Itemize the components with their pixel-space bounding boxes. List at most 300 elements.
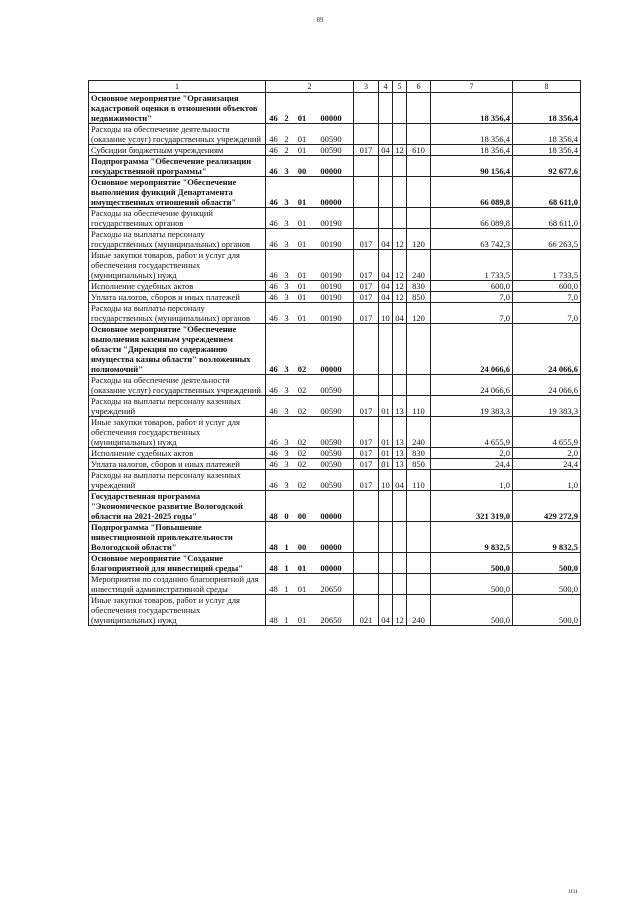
row-code [266, 491, 354, 522]
row-value-8: 92 677,6 [513, 156, 581, 177]
code-segment: 01 [297, 270, 307, 280]
page-number: 89 [316, 16, 324, 24]
code-segment: 00590 [320, 385, 342, 395]
row-col3 [354, 574, 379, 595]
code-segment: 46 [269, 134, 278, 144]
code-segment: 02 [297, 480, 307, 490]
row-value-8: 7,0 [513, 303, 581, 324]
header-cell: 8 [513, 81, 581, 93]
row-col3 [354, 553, 379, 574]
row-value-7: 90 156,4 [431, 156, 513, 177]
row-value-7: 18 356,4 [431, 145, 513, 156]
row-col3 [354, 522, 379, 553]
code-segment: 01 [297, 615, 307, 625]
row-col4: 04 [379, 292, 393, 303]
row-col4: 01 [379, 459, 393, 470]
row-col5 [393, 156, 407, 177]
row-col4: 04 [379, 250, 393, 281]
row-col4 [379, 522, 393, 553]
row-value-8: 1 733,5 [513, 250, 581, 281]
row-name: Основное мероприятие "Обеспечение выполнения функций Департамента имущественных отношений области" [89, 177, 266, 208]
row-col4: 10 [379, 470, 393, 491]
row-col3: 017 [354, 250, 379, 281]
row-col6 [407, 574, 431, 595]
table-row [89, 324, 581, 375]
row-col6 [407, 375, 431, 396]
row-col3: 017 [354, 459, 379, 470]
table-row [89, 574, 581, 595]
row-col6: 240 [407, 595, 431, 626]
table-row [89, 292, 581, 303]
row-col4: 01 [379, 396, 393, 417]
table-row [89, 250, 581, 281]
row-value-7: 1 733,5 [431, 250, 513, 281]
row-value-7: 7,0 [431, 303, 513, 324]
row-code [266, 553, 354, 574]
row-value-7: 9 832,5 [431, 522, 513, 553]
row-code [266, 459, 354, 470]
code-segment: 3 [284, 239, 289, 249]
row-value-7: 7,0 [431, 292, 513, 303]
code-segment: 46 [269, 145, 278, 155]
row-col6: 850 [407, 292, 431, 303]
code-segment: 00000 [320, 364, 342, 374]
row-col3 [354, 375, 379, 396]
row-col6 [407, 156, 431, 177]
header-cell: 2 [266, 81, 354, 93]
row-col5 [393, 208, 407, 229]
code-segment: 1 [284, 584, 289, 594]
code-segment: 02 [297, 437, 307, 447]
code-segment: 00590 [320, 437, 342, 447]
footer-mark: ıııı [568, 887, 578, 895]
code-segment: 46 [269, 406, 278, 416]
row-col6 [407, 93, 431, 124]
row-col3 [354, 124, 379, 145]
row-code [266, 417, 354, 448]
table-row [89, 375, 581, 396]
table-row [89, 229, 581, 250]
code-segment: 00190 [320, 270, 342, 280]
row-code [266, 448, 354, 459]
row-value-8: 24 066,6 [513, 324, 581, 375]
code-segment: 46 [269, 239, 278, 249]
row-name: Расходы на выплаты персоналу государственных (муниципальных) органов [89, 303, 266, 324]
code-segment: 3 [284, 313, 289, 323]
row-value-8: 500,0 [513, 595, 581, 626]
row-col3: 017 [354, 229, 379, 250]
row-name: Расходы на обеспечение функций государственных органов [89, 208, 266, 229]
code-segment: 46 [269, 197, 278, 207]
code-segment: 00590 [320, 145, 342, 155]
row-name: Уплата налогов, сборов и иных платежей [89, 459, 266, 470]
row-col6: 830 [407, 281, 431, 292]
row-name: Исполнение судебных актов [89, 448, 266, 459]
row-value-7: 321 319,0 [431, 491, 513, 522]
code-segment: 3 [284, 406, 289, 416]
row-value-7: 18 356,4 [431, 124, 513, 145]
code-segment: 46 [269, 313, 278, 323]
row-value-8: 9 832,5 [513, 522, 581, 553]
row-value-7: 66 089,8 [431, 208, 513, 229]
row-name: Расходы на выплаты персоналу государственных (муниципальных) органов [89, 229, 266, 250]
code-segment: 00000 [320, 197, 342, 207]
code-segment: 00000 [320, 113, 342, 123]
row-value-8: 7,0 [513, 292, 581, 303]
row-col6 [407, 124, 431, 145]
table-row [89, 303, 581, 324]
row-code [266, 396, 354, 417]
row-col5 [393, 375, 407, 396]
row-value-7: 500,0 [431, 595, 513, 626]
row-name: Расходы на выплаты персоналу казенных учреждений [89, 396, 266, 417]
code-segment: 00000 [320, 542, 342, 552]
row-col5: 04 [393, 470, 407, 491]
table-row [89, 177, 581, 208]
header-cell: 3 [354, 81, 379, 93]
row-col3: 017 [354, 145, 379, 156]
row-col4 [379, 93, 393, 124]
row-value-8: 19 383,3 [513, 396, 581, 417]
row-col4 [379, 375, 393, 396]
row-col4 [379, 208, 393, 229]
row-code [266, 177, 354, 208]
code-segment: 00000 [320, 511, 342, 521]
code-segment: 3 [284, 270, 289, 280]
row-code [266, 470, 354, 491]
row-value-7: 18 356,4 [431, 93, 513, 124]
row-col6 [407, 208, 431, 229]
code-segment: 02 [297, 448, 307, 458]
code-segment: 01 [297, 145, 307, 155]
row-value-7: 19 383,3 [431, 396, 513, 417]
row-name: Подпрограмма "Обеспечение реализации государственной программы" [89, 156, 266, 177]
code-segment: 46 [269, 480, 278, 490]
row-col5: 13 [393, 417, 407, 448]
row-col4: 04 [379, 229, 393, 250]
row-name: Субсидии бюджетным учреждениям [89, 145, 266, 156]
row-code [266, 303, 354, 324]
code-segment: 46 [269, 437, 278, 447]
code-segment: 01 [297, 134, 307, 144]
row-col5: 13 [393, 396, 407, 417]
code-segment: 3 [284, 166, 289, 176]
row-col6: 610 [407, 145, 431, 156]
row-col3: 017 [354, 303, 379, 324]
row-col5 [393, 177, 407, 208]
row-code [266, 124, 354, 145]
row-col4 [379, 324, 393, 375]
row-col6 [407, 522, 431, 553]
row-code [266, 93, 354, 124]
row-col6: 240 [407, 417, 431, 448]
row-value-7: 1,0 [431, 470, 513, 491]
code-segment: 2 [284, 145, 289, 155]
row-value-7: 2,0 [431, 448, 513, 459]
row-col6 [407, 491, 431, 522]
code-segment: 00590 [320, 448, 342, 458]
row-col6: 110 [407, 396, 431, 417]
code-segment: 1 [284, 615, 289, 625]
code-segment: 00190 [320, 281, 342, 291]
table-row [89, 281, 581, 292]
row-col5 [393, 574, 407, 595]
header-cell: 5 [393, 81, 407, 93]
table-row [89, 595, 581, 626]
code-segment: 00000 [320, 563, 342, 573]
row-col5: 04 [393, 303, 407, 324]
row-col4 [379, 124, 393, 145]
row-col5 [393, 553, 407, 574]
budget-table [88, 80, 581, 626]
row-col6 [407, 553, 431, 574]
table-row [89, 93, 581, 124]
row-name: Расходы на обеспечение деятельности (оказание услуг) государственных учреждений [89, 375, 266, 396]
row-name: Расходы на обеспечение деятельности (оказание услуг) государственных учреждений [89, 124, 266, 145]
header-cell: 4 [379, 81, 393, 93]
row-col4: 01 [379, 448, 393, 459]
row-col3 [354, 491, 379, 522]
code-segment: 3 [284, 448, 289, 458]
code-segment: 00000 [320, 166, 342, 176]
row-name: Подпрограмма "Повышение инвестиционной привлекательности Вологодской области" [89, 522, 266, 553]
row-name: Уплата налогов, сборов и иных платежей [89, 292, 266, 303]
code-segment: 3 [284, 281, 289, 291]
code-segment: 00 [297, 542, 307, 552]
code-segment: 3 [284, 218, 289, 228]
row-col3: 021 [354, 595, 379, 626]
row-value-8: 4 655,9 [513, 417, 581, 448]
row-col3 [354, 208, 379, 229]
code-segment: 48 [269, 563, 278, 573]
code-segment: 02 [297, 459, 307, 469]
table-row [89, 124, 581, 145]
row-code [266, 208, 354, 229]
row-col5 [393, 124, 407, 145]
row-code [266, 281, 354, 292]
row-col3: 017 [354, 281, 379, 292]
row-col3 [354, 156, 379, 177]
code-segment: 46 [269, 364, 278, 374]
row-col4 [379, 177, 393, 208]
table-body [89, 81, 581, 626]
code-segment: 01 [297, 292, 307, 302]
row-col6: 110 [407, 470, 431, 491]
row-col5 [393, 522, 407, 553]
code-segment: 46 [269, 459, 278, 469]
code-segment: 1 [284, 563, 289, 573]
row-col3: 017 [354, 396, 379, 417]
code-segment: 2 [284, 113, 289, 123]
table-row [89, 491, 581, 522]
code-segment: 00590 [320, 480, 342, 490]
row-code [266, 324, 354, 375]
row-col4 [379, 156, 393, 177]
table-header-row [89, 81, 581, 93]
code-segment: 48 [269, 584, 278, 594]
row-col3: 017 [354, 448, 379, 459]
code-segment: 3 [284, 437, 289, 447]
row-col4: 04 [379, 595, 393, 626]
row-name: Иные закупки товаров, работ и услуг для обеспечения государственных (муниципальных) нужд [89, 417, 266, 448]
code-segment: 46 [269, 448, 278, 458]
row-col5: 13 [393, 459, 407, 470]
row-code [266, 145, 354, 156]
row-code [266, 292, 354, 303]
row-col4: 04 [379, 281, 393, 292]
header-cell: 7 [431, 81, 513, 93]
row-code [266, 375, 354, 396]
table-row [89, 459, 581, 470]
row-col4: 04 [379, 145, 393, 156]
row-code [266, 522, 354, 553]
row-name: Основное мероприятие "Обеспечение выполнения казенным учреждением области "Дирекция по содержанию имущества казны области" возложенных полномочий" [89, 324, 266, 375]
row-col3 [354, 93, 379, 124]
row-col6: 830 [407, 448, 431, 459]
row-value-8: 24 066,6 [513, 375, 581, 396]
code-segment: 01 [297, 113, 307, 123]
code-segment: 02 [297, 385, 307, 395]
table-row [89, 553, 581, 574]
row-name: Иные закупки товаров, работ и услуг для обеспечения государственных (муниципальных) нужд [89, 250, 266, 281]
code-segment: 20650 [320, 615, 342, 625]
code-segment: 01 [297, 281, 307, 291]
row-col5: 12 [393, 229, 407, 250]
code-segment: 00 [297, 511, 307, 521]
row-code [266, 595, 354, 626]
row-value-8: 68 611,0 [513, 177, 581, 208]
code-segment: 02 [297, 364, 307, 374]
row-col5: 13 [393, 448, 407, 459]
row-value-8: 429 272,9 [513, 491, 581, 522]
row-col4 [379, 491, 393, 522]
row-value-7: 500,0 [431, 574, 513, 595]
row-col4: 01 [379, 417, 393, 448]
code-segment: 00590 [320, 134, 342, 144]
code-segment: 00590 [320, 459, 342, 469]
row-value-8: 18 356,4 [513, 145, 581, 156]
code-segment: 46 [269, 385, 278, 395]
row-name: Государственная программа "Экономическое развитие Вологодской области на 2021-2025 годы" [89, 491, 266, 522]
budget-table-container [88, 80, 580, 626]
row-name: Основное мероприятие "Создание благоприятной для инвестиций среды" [89, 553, 266, 574]
row-value-7: 4 655,9 [431, 417, 513, 448]
row-value-7: 24 066,6 [431, 324, 513, 375]
code-segment: 01 [297, 218, 307, 228]
code-segment: 1 [284, 542, 289, 552]
row-value-8: 18 356,4 [513, 93, 581, 124]
code-segment: 3 [284, 197, 289, 207]
code-segment: 2 [284, 134, 289, 144]
code-segment: 48 [269, 511, 278, 521]
row-col5: 12 [393, 292, 407, 303]
row-value-7: 24,4 [431, 459, 513, 470]
row-col3 [354, 324, 379, 375]
row-col6: 850 [407, 459, 431, 470]
row-col6: 240 [407, 250, 431, 281]
row-col5: 12 [393, 281, 407, 292]
row-col5 [393, 324, 407, 375]
table-row [89, 145, 581, 156]
row-col5 [393, 93, 407, 124]
code-segment: 3 [284, 292, 289, 302]
row-value-8: 500,0 [513, 553, 581, 574]
code-segment: 3 [284, 385, 289, 395]
row-col3: 017 [354, 292, 379, 303]
code-segment: 00590 [320, 406, 342, 416]
row-col4: 10 [379, 303, 393, 324]
row-name: Расходы на выплаты персоналу казенных учреждений [89, 470, 266, 491]
row-value-7: 500,0 [431, 553, 513, 574]
code-segment: 46 [269, 218, 278, 228]
row-value-7: 24 066,6 [431, 375, 513, 396]
row-value-8: 500,0 [513, 574, 581, 595]
row-name: Иные закупки товаров, работ и услуг для обеспечения государственных (муниципальных) нужд [89, 595, 266, 626]
header-cell: 6 [407, 81, 431, 93]
code-segment: 46 [269, 270, 278, 280]
code-segment: 46 [269, 292, 278, 302]
code-segment: 01 [297, 563, 307, 573]
table-row [89, 208, 581, 229]
row-col5: 12 [393, 250, 407, 281]
row-col5 [393, 491, 407, 522]
row-col6: 120 [407, 229, 431, 250]
code-segment: 02 [297, 406, 307, 416]
row-col4 [379, 574, 393, 595]
row-col3 [354, 177, 379, 208]
code-segment: 00 [297, 166, 307, 176]
row-name: Основное мероприятие "Организация кадастровой оценки в отношении объектов недвижимости" [89, 93, 266, 124]
row-value-7: 66 089,8 [431, 177, 513, 208]
code-segment: 3 [284, 364, 289, 374]
table-row [89, 156, 581, 177]
row-col6 [407, 324, 431, 375]
row-col3: 017 [354, 470, 379, 491]
row-value-7: 600,0 [431, 281, 513, 292]
code-segment: 00190 [320, 292, 342, 302]
code-segment: 46 [269, 113, 278, 123]
code-segment: 01 [297, 313, 307, 323]
row-name: Мероприятия по созданию благоприятной для инвестиций административной среды [89, 574, 266, 595]
code-segment: 0 [284, 511, 289, 521]
code-segment: 00190 [320, 313, 342, 323]
row-col5: 12 [393, 595, 407, 626]
code-segment: 46 [269, 281, 278, 291]
table-row [89, 396, 581, 417]
code-segment: 48 [269, 615, 278, 625]
row-value-8: 1,0 [513, 470, 581, 491]
code-segment: 20650 [320, 584, 342, 594]
row-col6: 120 [407, 303, 431, 324]
table-row [89, 470, 581, 491]
row-code [266, 250, 354, 281]
code-segment: 01 [297, 239, 307, 249]
row-value-7: 63 742,3 [431, 229, 513, 250]
row-col4 [379, 553, 393, 574]
code-segment: 3 [284, 459, 289, 469]
row-value-8: 2,0 [513, 448, 581, 459]
code-segment: 48 [269, 542, 278, 552]
row-value-8: 68 611,0 [513, 208, 581, 229]
table-row [89, 522, 581, 553]
row-value-8: 600,0 [513, 281, 581, 292]
code-segment: 01 [297, 584, 307, 594]
row-code [266, 229, 354, 250]
row-col5: 12 [393, 145, 407, 156]
row-name: Исполнение судебных актов [89, 281, 266, 292]
code-segment: 46 [269, 166, 278, 176]
code-segment: 01 [297, 197, 307, 207]
